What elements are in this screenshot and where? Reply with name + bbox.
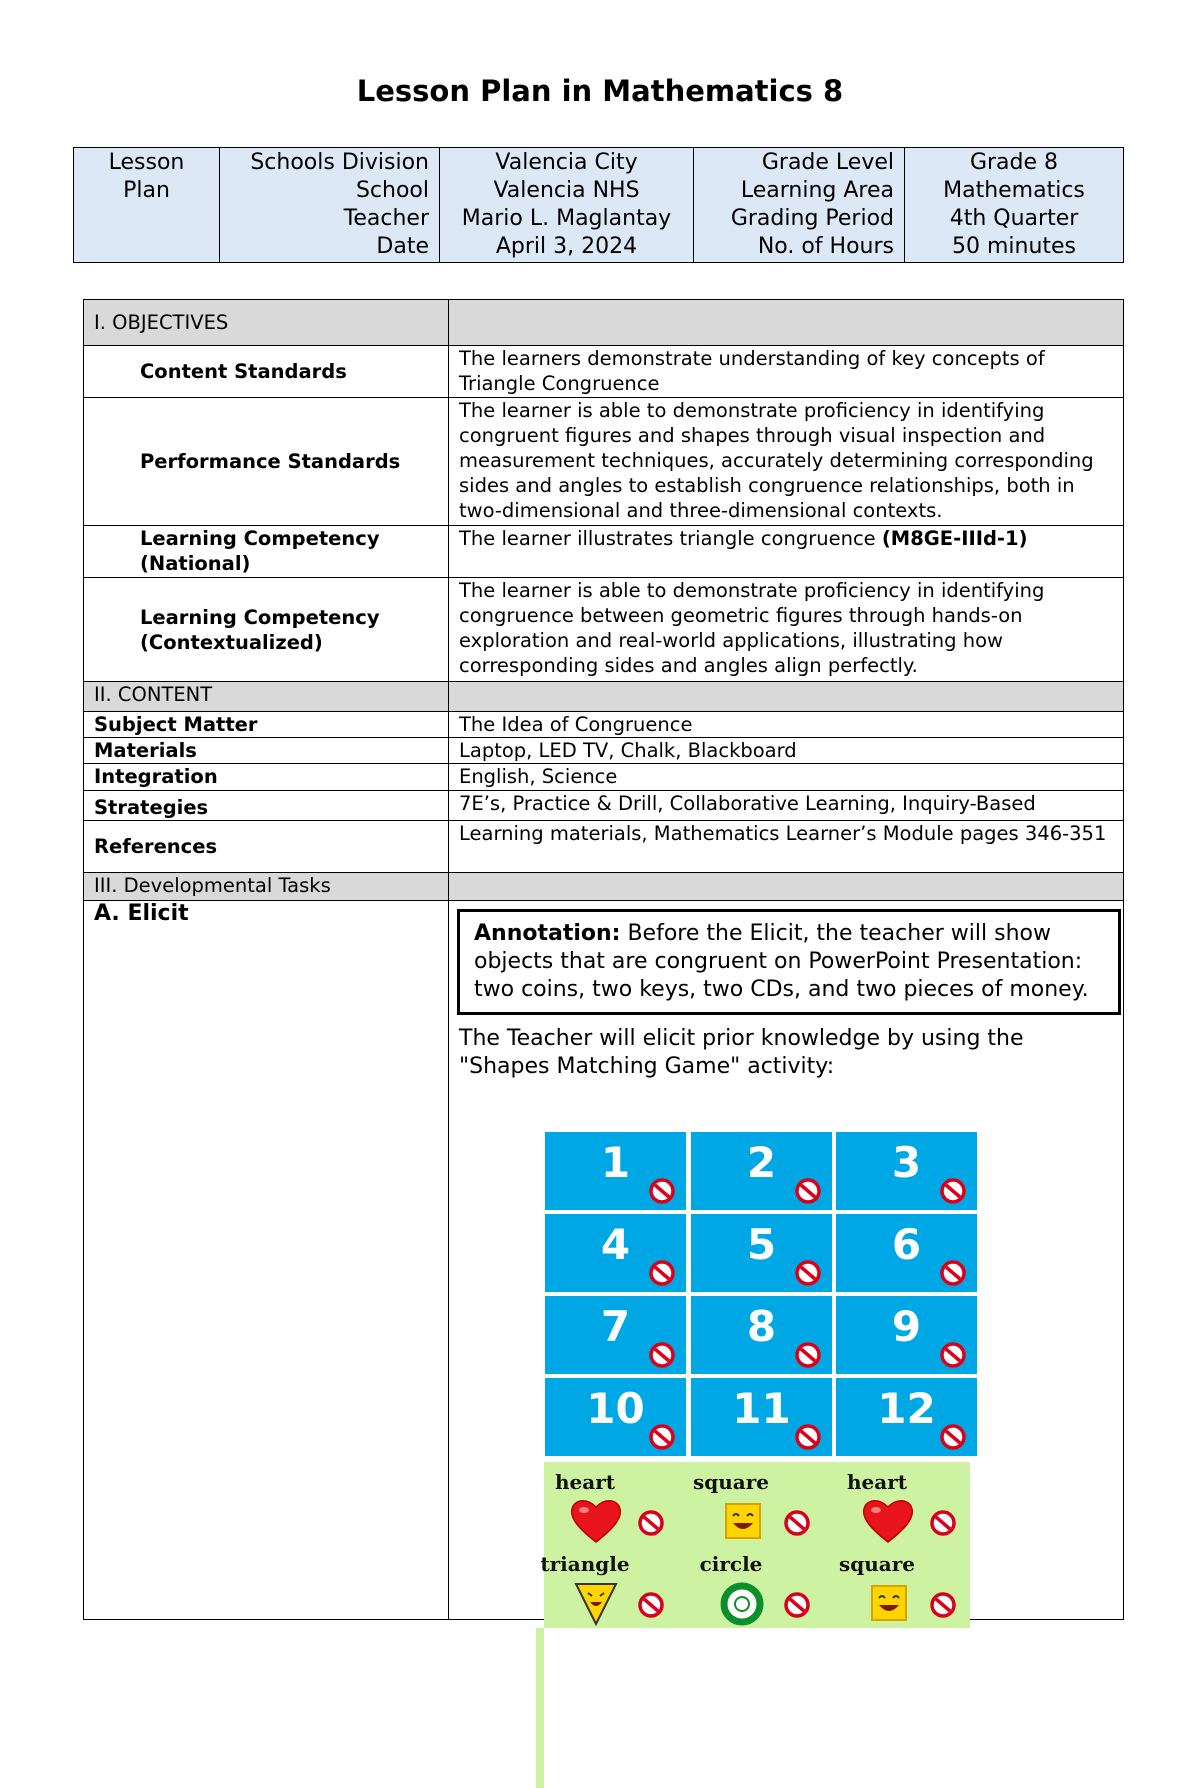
no-sign-icon — [649, 1342, 675, 1368]
green-strip — [536, 1628, 544, 1788]
hours-label: No. of Hours — [757, 234, 894, 259]
no-sign-icon — [795, 1178, 821, 1204]
school-label: School — [355, 178, 429, 203]
tile-number: 9 — [891, 1302, 922, 1351]
tile-number: 2 — [746, 1138, 777, 1187]
lc-national-text: The learner illustrates triangle congruence — [459, 527, 882, 550]
circle-icon — [714, 1578, 770, 1628]
grading-period-label: Grading Period — [730, 206, 894, 231]
no-sign-icon — [649, 1424, 675, 1450]
no-sign-icon — [940, 1342, 966, 1368]
lesson-plan-cell — [74, 148, 220, 263]
tile-number: 7 — [600, 1302, 631, 1351]
shape-label: heart — [847, 1470, 907, 1494]
lc-national-value — [449, 526, 1124, 578]
triangle-icon — [568, 1578, 624, 1628]
square-icon — [714, 1496, 770, 1546]
no-sign-icon — [638, 1592, 664, 1618]
heart-icon — [860, 1496, 916, 1546]
shape-label: square — [838, 1552, 915, 1576]
labels-b-cell — [694, 148, 905, 263]
values-a-cell — [440, 148, 694, 263]
strategies-label: Strategies — [84, 791, 449, 821]
lc-contextualized-label: Learning Competency (Contextualized) — [84, 578, 449, 682]
date-label: Date — [376, 234, 429, 259]
heart-icon — [568, 1496, 624, 1546]
shape-label: square — [692, 1470, 769, 1494]
schools-division-label: Schools Division — [250, 150, 429, 175]
hours-value: 50 minutes — [951, 234, 1077, 259]
no-sign-icon — [940, 1178, 966, 1204]
elicit-label: A. Elicit — [84, 901, 449, 1620]
lc-national-label: Learning Competency (National) — [84, 526, 449, 578]
grading-period-value: 4th Quarter — [949, 206, 1079, 231]
lesson-label: Lesson — [108, 150, 185, 175]
tasks-heading-blank — [449, 873, 1124, 901]
plan-label: Plan — [123, 178, 170, 203]
content-standards-label: Content Standards — [84, 346, 449, 398]
tile-number: 11 — [732, 1384, 791, 1433]
annotation-text: Before the Elicit, the teacher will show objects that are congruent on PowerPoint Presentation: two coins, two keys, two CDs, and two pieces of money. — [474, 921, 1089, 1002]
schools-division-value: Valencia City — [495, 150, 638, 175]
objectives-heading: I. OBJECTIVES — [84, 300, 449, 346]
learning-area-label: Learning Area — [740, 178, 894, 203]
no-sign-icon — [795, 1424, 821, 1450]
performance-standards-value: The learner is able to demonstrate proficiency in identifying congruent figures and shapes through visual inspection and measurement techniques, accurately determining corresponding sides and angles to establish congruence relationships, both in two-dimensional and three-dimensional contexts. — [449, 398, 1124, 526]
materials-value: Laptop, LED TV, Chalk, Blackboard — [449, 738, 1124, 764]
tasks-heading: III. Developmental Tasks — [84, 873, 449, 901]
shape-label: triangle — [540, 1552, 630, 1576]
no-sign-icon — [649, 1178, 675, 1204]
shape-label: heart — [555, 1470, 615, 1494]
no-sign-icon — [940, 1424, 966, 1450]
school-value: Valencia NHS — [493, 178, 640, 203]
integration-value: English, Science — [449, 764, 1124, 791]
no-sign-icon — [784, 1510, 810, 1536]
learning-area-value: Mathematics — [943, 178, 1085, 203]
shape-label: circle — [699, 1552, 763, 1576]
annotation-label: Annotation: — [474, 921, 621, 946]
labels-a-cell — [220, 148, 440, 263]
no-sign-icon — [795, 1342, 821, 1368]
date-value: April 3, 2024 — [495, 234, 638, 259]
header-table — [73, 147, 1124, 263]
teacher-value: Mario L. Maglantay — [461, 206, 672, 231]
no-sign-icon — [930, 1510, 956, 1536]
tile-number: 4 — [600, 1220, 631, 1269]
references-value: Learning materials, Mathematics Learner’s Module pages 346-351 — [449, 821, 1124, 873]
no-sign-icon — [784, 1592, 810, 1618]
square-icon — [860, 1578, 916, 1628]
tile-number: 12 — [877, 1384, 936, 1433]
no-sign-icon — [795, 1260, 821, 1286]
tile-number: 6 — [891, 1220, 922, 1269]
subject-matter-label: Subject Matter — [84, 712, 449, 738]
annotation-box — [457, 909, 1121, 1015]
subject-matter-value: The Idea of Congruence — [449, 712, 1124, 738]
no-sign-icon — [638, 1510, 664, 1536]
grade-level-value: Grade 8 — [969, 150, 1059, 175]
content-heading: II. CONTENT — [84, 682, 449, 712]
references-label: References — [84, 821, 449, 873]
shapes-matching-game — [540, 1132, 985, 1628]
lc-national-code: (M8GE-IIId-1) — [881, 527, 1028, 550]
tile-number: 3 — [891, 1138, 922, 1187]
strategies-value: 7E’s, Practice & Drill, Collaborative Learning, Inquiry-Based — [449, 791, 1124, 821]
no-sign-icon — [930, 1592, 956, 1618]
materials-label: Materials — [84, 738, 449, 764]
elicit-text: The Teacher will elicit prior knowledge by using the "Shapes Matching Game" activity: — [459, 1026, 1024, 1079]
document-title: Lesson Plan in Mathematics 8 — [356, 74, 844, 108]
objectives-heading-blank — [449, 300, 1124, 346]
grade-level-label: Grade Level — [761, 150, 894, 175]
lc-contextualized-value: The learner is able to demonstrate proficiency in identifying congruence between geometric figures through hands-on exploration and real-world applications, illustrating how corresponding sides and angles align perfectly. — [449, 578, 1124, 682]
values-b-cell — [905, 148, 1124, 263]
content-standards-value: The learners demonstrate understanding of key concepts of Triangle Congruence — [449, 346, 1124, 398]
performance-standards-label: Performance Standards — [84, 398, 449, 526]
shape-cards — [540, 1462, 970, 1628]
no-sign-icon — [940, 1260, 966, 1286]
no-sign-icon — [649, 1260, 675, 1286]
tile-number: 5 — [746, 1220, 777, 1269]
tile-number: 1 — [600, 1138, 631, 1187]
tile-number: 8 — [746, 1302, 777, 1351]
content-heading-blank — [449, 682, 1124, 712]
tile-number: 10 — [586, 1384, 645, 1433]
teacher-label: Teacher — [343, 206, 429, 231]
integration-label: Integration — [84, 764, 449, 791]
